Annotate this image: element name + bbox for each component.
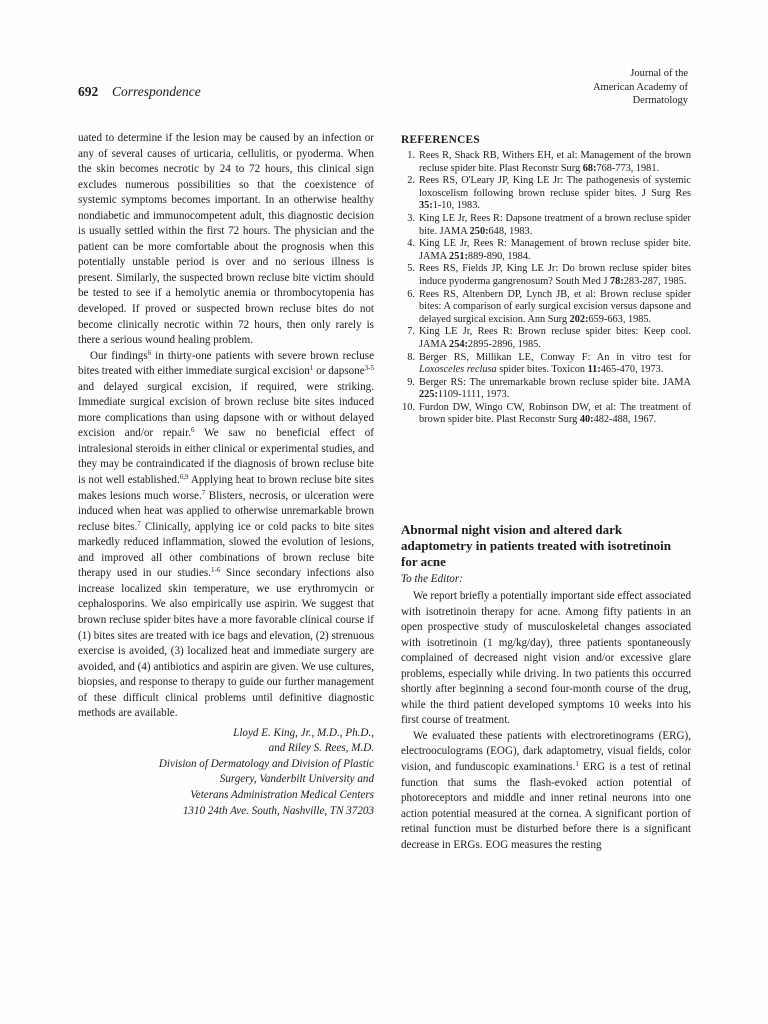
reference-text: Berger RS: The unremarkable brown recluse spider bite. JAMA 225:1109-1111, 1973.	[419, 376, 691, 401]
reference-item	[401, 352, 691, 377]
reference-item	[401, 289, 691, 327]
signature-line: Division of Dermatology and Division of Plastic	[158, 757, 374, 770]
reference-number: 6.	[407, 288, 415, 300]
section-title: Correspondence	[112, 84, 201, 99]
reference-text: Berger RS, Millikan LE, Conway F: An in vitro test for Loxosceles reclusa spider bites. Toxicon 11:465-470, 1973.	[419, 351, 691, 376]
reference-text: King LE Jr, Rees R: Dapsone treatment of a brown recluse spider bite. JAMA 250:648, 1983.	[419, 212, 691, 237]
page-number: 692	[78, 84, 99, 99]
reference-item	[401, 377, 691, 402]
signature-line: Lloyd E. King, Jr., M.D., Ph.D.,	[233, 726, 374, 739]
reference-number: 7.	[407, 326, 415, 338]
article-title: Abnormal night vision and altered dark adaptometry in patients treated with isotretinoin for acne	[401, 522, 671, 569]
signature-line: and Riley S. Rees, M.D.	[268, 742, 374, 755]
reference-number: 1.	[407, 150, 415, 161]
reference-number: 8.	[407, 351, 415, 363]
journal-name	[560, 67, 688, 108]
reference-number: 10.	[402, 401, 415, 413]
reference-text: King LE Jr, Rees R: Brown recluse spider bites: Keep cool. JAMA 254:2895-2896, 1985.	[419, 326, 691, 350]
reference-text: Furdon DW, Wingo CW, Robinson DW, et al: The treatment of brown spider bite. Plast Reconstr Surg 40:482-488, 1967.	[419, 401, 691, 426]
reference-text: Rees RS, Altenbern DP, Lynch JB, et al: Brown recluse spider bites: A comparison of early surgical excision versus dapsone and delayed surgical excision. Ann Surg 202:659-663, 1985.	[419, 288, 691, 325]
reference-item	[401, 238, 691, 263]
reference-text: Rees RS, O'Leary JP, King LE Jr: The pathogenesis of systemic loxoscelism following brown recluse spider bites. J Surg Res 35:1-10, 1983.	[419, 175, 691, 212]
body-paragraph: We report briefly a potentially important side effect associated with isotretinoin therapy for acne. Among fifty patients in an open prospective study of musculoskeletal changes associated with isotretinoin (1 mg/kg/day), three patients spontaneously complained of decreased night vision and/or excessive glare problems, especially while driving. In two patients this occurred shortly after beginning a second four-month course of the drug, while the third patient developed symptoms 10 weeks into his first course of treatment.	[401, 590, 691, 727]
left-column	[78, 131, 374, 819]
reference-number: 9.	[407, 376, 415, 388]
signature-block	[78, 726, 374, 819]
journal-line: Journal of the	[630, 68, 688, 79]
reference-item	[401, 402, 691, 427]
reference-number: 2.	[407, 175, 415, 187]
reference-item	[401, 175, 691, 213]
references-list	[401, 150, 691, 427]
reference-item	[401, 213, 691, 238]
reference-number: 4.	[407, 238, 415, 250]
reference-item	[401, 263, 691, 288]
reference-text: King LE Jr, Rees R: Management of brown recluse spider bite. JAMA 251:889-890, 1984.	[419, 238, 691, 262]
journal-line: Dermatology	[632, 95, 688, 106]
right-column	[401, 589, 691, 853]
signature-line: Surgery, Vanderbilt University and	[219, 773, 374, 786]
reference-text: Rees R, Shack RB, Withers EH, et al: Management of the brown recluse spider bite. Plast Reconstr Surg 68:768-773, 1981.	[419, 150, 691, 174]
body-paragraph: Our findings$^6$ in thirty-one patients with severe brown recluse bites treated with either immediate surgical excision$^1$ or dapsone$^{3-5}$ and delayed surgical excision, if required, were striking. Immediate surgical excision of brown recluse bite sites induced more complications than using dapsone with or without delayed excision and/or repair.$^6$ We saw no beneficial effect of intralesional steroids in either clinical or experimental studies, and they may be contraindicated if the diagnosis of brown recluse bite is not well established.$^{6,9}$ Applying heat to brown recluse bite sites makes lesions much worse.$^7$ Blisters, necrosis, or ulceration were induced when heat was applied to otherwise unremarkable brown recluse bites.$^7$ Clinically, applying ice or cold packs to bite sites markedly reduced inflammation, slowed the evolution of lesions, and improved all other combinations of brown recluse bite therapy used in our studies.$^{1-6}$ Since secondary infections also increase localized skin temperature, we use erythromycin or cephalosporins. We also empirically use aspirin. We suggest that brown recluse spider bites have a more favorable clinical course if (1) bites sites are treated with ice bags and elevation, (2) strenuous exercise is avoided, (3) localized heat and immediate surgery are avoided, and (4) antibiotics and aspirin are given. We use cultures, biopsies, and response to therapy to guide our further management of these difficult clinical problems until definitive diagnostic methods are available.	[78, 348, 374, 720]
body-paragraph: uated to determine if the lesion may be caused by an infection or any of several causes of urticaria, cellulitis, or pyoderma. When the skin becomes necrotic by 24 to 72 hours, this clinical sign excludes numerous possibilities so that the coexistence of systemic symptoms becomes important. In an otherwise healthy nondiabetic and immunocompetent adult, this diagnostic decision is usually settled within the first 72 hours. The physician and the patient can be more comfortable about the prognosis when this potentially unstable period is over and no serious illness is present. Similarly, the suspected brown recluse bite victim should be tested to see if a hemolytic anemia or thrombocytopenia has developed. If proved or suspected brown recluse bites do not become clinically necrotic within 72 hours, then only rarely is there a serious wound healing problem.	[78, 132, 374, 347]
reference-text: Rees RS, Fields JP, King LE Jr: Do brown recluse spider bites induce pyoderma gangrenosum? South Med J 78:283-287, 1985.	[419, 263, 691, 287]
reference-item	[401, 150, 691, 175]
salutation: To the Editor:	[401, 573, 463, 585]
signature-line: Veterans Administration Medical Centers	[190, 788, 374, 801]
journal-line: American Academy of	[592, 81, 688, 93]
reference-number: 3.	[407, 212, 415, 224]
body-paragraph: We evaluated these patients with electroretinograms (ERG), electrooculograms (EOG), dark adaptometry, visual fields, color vision, and funduscopic examinations.$^1$ ERG is a test of retinal function that sums the flash-evoked action potential of photoreceptors and middle and inner retinal neurons into one action potential measured at the cornea. A significant portion of retinal function must be disturbed before there is a significant decrease in ERGs. EOG measures the resting	[401, 729, 691, 851]
reference-number: 5.	[407, 263, 415, 275]
signature-line: 1310 24th Ave. South, Nashville, TN 37203	[182, 804, 374, 817]
reference-item	[401, 326, 691, 351]
references-heading: REFERENCES	[401, 134, 480, 146]
